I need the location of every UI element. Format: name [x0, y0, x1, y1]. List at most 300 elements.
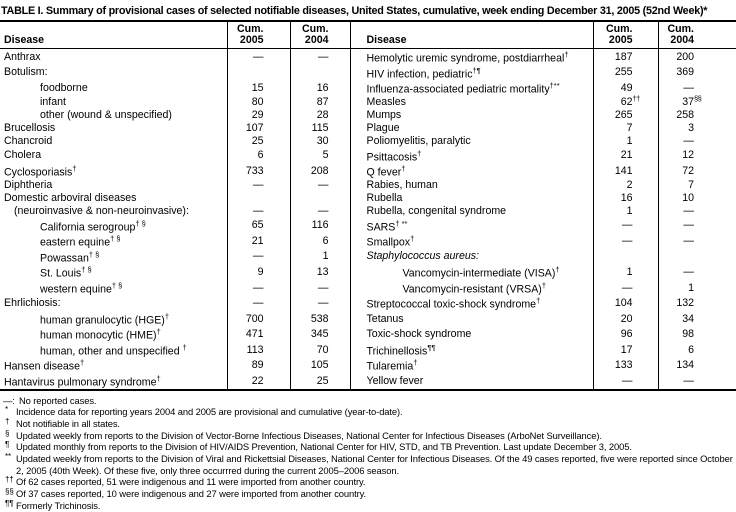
cell-value: 25	[316, 374, 329, 387]
right-cum-2004-cell	[658, 205, 736, 218]
right-cum-2004-cell	[658, 49, 736, 65]
left-cum-2005-cell	[227, 122, 290, 135]
footnote-marker: †	[401, 164, 406, 174]
left-cum-2004-cell	[290, 233, 350, 249]
left-disease-cell: Diphtheria	[4, 179, 53, 192]
left-cum-2004-cell	[290, 148, 350, 164]
right-cum-2004-cell	[658, 249, 736, 265]
footnote-marker: † §	[111, 280, 123, 290]
cell-value: 115	[311, 122, 329, 135]
cell-value: 116	[311, 219, 329, 232]
cell-value: 113	[246, 343, 264, 356]
footnote-marker: † §	[81, 265, 92, 275]
table-row	[0, 342, 736, 358]
cell-value: 133	[614, 359, 633, 372]
footnote: § Updated weekly from reports to the Division of Vector-Borne Infectious Diseases, National Center for Infectious Diseases (ArboNet Surveillance).	[5, 428, 602, 441]
cell-value: 200	[676, 50, 694, 63]
left-cum-2005-cell	[227, 65, 290, 81]
right-cum-2005-cell	[593, 96, 658, 109]
cell-value: 105	[310, 359, 329, 372]
table-row	[0, 148, 736, 164]
cell-value: 1	[688, 281, 694, 294]
cell-value: 1	[626, 135, 633, 148]
right-cum-2004-cell	[658, 163, 736, 179]
left-cum-2004-cell	[290, 311, 350, 327]
right-disease-cell: Plague	[350, 122, 593, 135]
footnote-marker: §§	[694, 94, 702, 104]
cell-value: 5	[322, 149, 329, 162]
cell-value: 29	[251, 109, 264, 122]
footnote-marker: †	[555, 265, 560, 275]
table-row	[0, 311, 736, 327]
cell-value: —	[252, 281, 264, 294]
right-disease-cell: Rubella, congenital syndrome	[350, 205, 593, 218]
cell-value: 15	[251, 81, 264, 94]
cell-value: 6	[688, 343, 694, 356]
right-cum-2005-cell	[593, 163, 658, 179]
right-cum-2004-cell	[658, 264, 736, 280]
right-cum-2005-cell	[593, 373, 658, 390]
cell-value: 141	[614, 164, 633, 177]
right-cum-2005-cell	[593, 80, 658, 96]
cell-value: 30	[316, 135, 329, 148]
footnote-marker: †	[5, 416, 10, 426]
left-disease-cell: human monocytic (HME)†	[40, 327, 161, 342]
cell-value: —	[252, 250, 264, 263]
cell-value: —	[317, 50, 329, 63]
column-header-cum-2005-right	[593, 21, 658, 49]
table-row	[0, 280, 736, 296]
left-cum-2004-cell	[290, 179, 350, 192]
year-label: 2004	[304, 34, 329, 46]
footnote-marker: † §	[110, 234, 121, 244]
left-cum-2005-cell	[227, 205, 290, 218]
table-row	[0, 80, 736, 96]
footnote-marker: §§	[5, 487, 14, 497]
column-header-cum-2004-left	[290, 21, 350, 49]
table-row	[0, 233, 736, 249]
left-cum-2004-cell	[290, 163, 350, 179]
cell-value: 37 §§	[682, 94, 702, 109]
cell-value: 2	[626, 179, 633, 192]
footnote-marker: †	[541, 280, 546, 290]
cell-value: 1	[626, 205, 633, 218]
cell-value: 471	[245, 328, 264, 341]
cell-value: —	[621, 219, 633, 232]
table-row	[0, 65, 736, 81]
cell-value: 87	[316, 96, 329, 109]
cell-value: 208	[310, 164, 329, 177]
right-cum-2005-cell	[593, 249, 658, 265]
right-disease-cell: Yellow fever	[350, 373, 593, 390]
cell-value: 21	[620, 149, 633, 162]
right-cum-2004-cell	[658, 295, 736, 311]
left-cum-2005-cell	[227, 163, 290, 179]
left-disease-cell: eastern equine† §	[40, 234, 121, 249]
cell-value: —	[317, 179, 329, 192]
footnote-marker: †	[156, 327, 161, 337]
footnote: † Not notifiable in all states.	[5, 416, 120, 429]
cell-value: 21	[251, 234, 264, 247]
footnote: †† Of 62 cases reported, 51 were indigenous and 11 were imported from another country.	[5, 475, 366, 488]
right-cum-2004-cell	[658, 311, 736, 327]
left-disease-cell: infant	[40, 96, 66, 109]
footnote-marker: †**	[549, 81, 560, 91]
right-disease-cell: SARS† **	[350, 218, 593, 234]
left-cum-2005-cell	[227, 192, 290, 205]
cell-value: 9	[257, 266, 264, 279]
cell-value: —	[317, 297, 329, 310]
right-disease-cell: Rabies, human	[350, 179, 593, 192]
footnotes	[0, 391, 736, 512]
right-cum-2004-cell	[658, 342, 736, 358]
right-disease-cell: Trichinellosis¶¶	[350, 342, 593, 358]
right-disease-cell: Mumps	[350, 109, 593, 122]
cum-label: Cum.	[302, 23, 329, 35]
footnote-marker: †¶	[472, 65, 481, 75]
table-row	[0, 96, 736, 109]
table-row	[0, 373, 736, 390]
footnote-marker: †	[72, 164, 77, 174]
right-cum-2005-cell	[593, 342, 658, 358]
right-disease-cell: Smallpox†	[350, 233, 593, 249]
header-row	[0, 21, 736, 49]
footnote-marker: †	[413, 358, 418, 368]
left-cum-2004-cell	[290, 373, 350, 390]
left-disease-cell: Ehrlichiosis:	[4, 297, 61, 310]
cell-value: 49	[620, 81, 633, 94]
column-header-cum-2005-left	[227, 21, 290, 49]
table-row	[0, 135, 736, 148]
right-cum-2005-cell	[593, 109, 658, 122]
cell-value: —	[317, 205, 329, 218]
left-cum-2005-cell	[227, 357, 290, 373]
year-label: 2005	[608, 34, 633, 46]
left-cum-2004-cell	[290, 122, 350, 135]
left-disease-cell: Brucellosis	[4, 122, 56, 135]
cell-value: 132	[676, 297, 694, 310]
right-cum-2004-cell	[658, 326, 736, 342]
cell-value: 16	[316, 81, 329, 94]
left-cum-2005-cell	[227, 109, 290, 122]
left-cum-2004-cell	[290, 109, 350, 122]
left-cum-2005-cell	[227, 80, 290, 96]
left-cum-2005-cell	[227, 264, 290, 280]
footnote-marker: ††	[5, 475, 14, 485]
right-disease-cell: Vancomycin-intermediate (VISA)†	[350, 264, 593, 280]
footnote-marker: †	[79, 358, 85, 368]
right-cum-2004-cell	[658, 109, 736, 122]
right-disease-cell: Tetanus	[350, 311, 593, 327]
left-disease-cell: western equine† §	[40, 280, 123, 296]
left-cum-2004-cell	[290, 249, 350, 265]
right-cum-2005-cell	[593, 49, 658, 65]
cell-value: 1	[626, 266, 633, 279]
cell-value: 80	[251, 96, 264, 109]
right-cum-2005-cell	[593, 280, 658, 296]
cell-value: 72	[682, 164, 694, 177]
right-cum-2004-cell	[658, 192, 736, 205]
cell-value: —	[621, 281, 633, 294]
left-disease-cell: human, other and unspecified †	[40, 342, 187, 358]
left-cum-2005-cell	[227, 96, 290, 109]
right-cum-2004-cell	[658, 96, 736, 109]
cell-value: 20	[620, 312, 633, 325]
left-cum-2004-cell	[290, 96, 350, 109]
cum-label: Cum.	[667, 23, 694, 35]
footnote-marker: †	[564, 50, 569, 59]
cell-value: —	[621, 374, 633, 387]
cell-value: 12	[682, 149, 694, 162]
left-cum-2004-cell	[290, 326, 350, 342]
column-header-disease-left: Disease	[0, 21, 227, 49]
cell-value: 255	[614, 66, 633, 79]
cell-value: —	[621, 234, 633, 247]
left-cum-2004-cell	[290, 65, 350, 81]
footnote-marker: † **	[395, 218, 408, 228]
left-cum-2005-cell	[227, 249, 290, 265]
right-cum-2005-cell	[593, 179, 658, 192]
cell-value: —	[683, 81, 694, 94]
cell-value: —	[683, 219, 694, 232]
left-cum-2004-cell	[290, 280, 350, 296]
cell-value: 96	[620, 328, 633, 341]
footnote-marker: † §	[135, 218, 146, 228]
left-disease-cell: Cholera	[4, 149, 42, 162]
cell-value: 70	[316, 343, 329, 356]
right-cum-2004-cell	[658, 148, 736, 164]
left-cum-2004-cell	[290, 342, 350, 358]
right-cum-2005-cell	[593, 205, 658, 218]
notifiable-diseases-table	[0, 20, 736, 391]
cell-value: 104	[614, 297, 633, 310]
right-disease-cell: Measles	[350, 96, 593, 109]
left-disease-cell: Anthrax	[4, 50, 41, 63]
left-cum-2005-cell	[227, 342, 290, 358]
left-cum-2005-cell	[227, 148, 290, 164]
right-cum-2005-cell	[593, 192, 658, 205]
cum-label: Cum.	[237, 23, 264, 35]
table-row	[0, 218, 736, 234]
cell-value: —	[252, 50, 264, 63]
year-label: 2004	[670, 34, 694, 46]
left-disease-cell: Hansen disease†	[4, 358, 85, 373]
table-row	[0, 109, 736, 122]
cell-value: 700	[245, 312, 264, 325]
right-disease-cell: Influenza-associated pediatric mortality†**	[350, 80, 593, 96]
cell-value: 7	[688, 179, 694, 192]
right-cum-2004-cell	[658, 357, 736, 373]
cell-value: 1	[322, 250, 329, 263]
left-disease-cell: human granulocytic (HGE)†	[40, 311, 169, 327]
footnote: ¶ Updated monthly from reports to the Division of HIV/AIDS Prevention, National Center for HIV, STD, and TB Prevention. Last update December 3, 2005.	[5, 440, 632, 453]
right-disease-cell: Rubella	[350, 192, 593, 205]
column-header-disease-right: Disease	[350, 21, 593, 49]
cell-value: 17	[620, 343, 633, 356]
table-row	[0, 264, 736, 280]
footnote: ** Updated weekly from reports to the Division of Viral and Rickettsial Diseases, National Center for Infectious Diseases. Of the 49 cases reported, five were reported since October 2, 2005 (40th Week). Of these five, only three occurrred during the current 2005–2006 season.	[5, 452, 733, 476]
footnote-marker: §	[5, 428, 10, 438]
cell-value: 258	[676, 109, 694, 122]
footnote-marker: †	[156, 373, 161, 383]
footnote-marker: †	[164, 311, 169, 321]
right-disease-cell: Streptococcal toxic-shock syndrome†	[350, 295, 593, 311]
cell-value: 34	[682, 312, 694, 325]
right-cum-2005-cell	[593, 357, 658, 373]
right-cum-2005-cell	[593, 148, 658, 164]
left-cum-2004-cell	[290, 80, 350, 96]
right-disease-cell: HIV infection, pediatric†¶	[350, 65, 593, 81]
cell-value: —	[252, 205, 264, 218]
left-cum-2005-cell	[227, 179, 290, 192]
cell-value: 62 ††	[620, 94, 640, 109]
table-row	[0, 249, 736, 265]
left-disease-cell: Powassan† §	[40, 249, 100, 265]
left-disease-cell: Hantavirus pulmonary syndrome†	[4, 373, 161, 389]
footnote-marker: †	[410, 234, 415, 244]
right-cum-2004-cell	[658, 122, 736, 135]
cell-value: 134	[676, 359, 694, 372]
right-cum-2005-cell	[593, 65, 658, 81]
left-disease-cell: (neuroinvasive & non-neuroinvasive):	[14, 205, 189, 218]
right-cum-2005-cell	[593, 326, 658, 342]
cell-value: —	[683, 135, 694, 148]
cell-value: 25	[251, 135, 264, 148]
footnote-marker: †	[182, 342, 187, 352]
right-cum-2004-cell	[658, 373, 736, 390]
left-cum-2005-cell	[227, 233, 290, 249]
cell-value: 65	[251, 219, 264, 232]
footnote: —: No reported cases.	[3, 394, 97, 406]
right-cum-2005-cell	[593, 135, 658, 148]
right-cum-2005-cell	[593, 311, 658, 327]
cell-value: 345	[310, 328, 329, 341]
table-header	[0, 21, 736, 49]
table-row	[0, 205, 736, 218]
cell-value: 98	[682, 328, 694, 341]
footnote: ¶¶ Formerly Trichinosis.	[5, 498, 101, 511]
left-disease-cell: Domestic arboviral diseases	[4, 192, 137, 205]
left-cum-2004-cell	[290, 49, 350, 65]
right-cum-2004-cell	[658, 65, 736, 81]
footnote-marker: *	[5, 405, 9, 415]
table-row	[0, 357, 736, 373]
left-cum-2004-cell	[290, 295, 350, 311]
left-disease-cell: California serogroup† §	[40, 218, 146, 234]
right-cum-2004-cell	[658, 233, 736, 249]
left-disease-cell: Cyclosporiasis†	[4, 164, 77, 179]
right-disease-cell: Toxic-shock syndrome	[350, 326, 593, 342]
right-disease-cell: Psittacosis†	[350, 148, 593, 164]
footnote-marker: ¶¶	[427, 342, 436, 352]
right-cum-2004-cell	[658, 179, 736, 192]
footnote: §§ Of 37 cases reported, 10 were indigenous and 27 were imported from another country.	[5, 487, 367, 500]
footnote-marker: —:	[3, 394, 15, 406]
right-cum-2005-cell	[593, 218, 658, 234]
right-disease-cell: Vancomycin-resistant (VRSA)†	[350, 280, 593, 296]
left-cum-2004-cell	[290, 192, 350, 205]
cell-value: 187	[614, 50, 633, 63]
left-disease-cell: Botulism:	[4, 66, 48, 79]
footnote-marker: †	[536, 296, 541, 306]
left-cum-2004-cell	[290, 357, 350, 373]
cell-value: —	[317, 281, 329, 294]
right-disease-cell: Q fever†	[350, 163, 593, 179]
right-cum-2005-cell	[593, 122, 658, 135]
cell-value: 369	[676, 66, 694, 79]
left-cum-2004-cell	[290, 205, 350, 218]
left-cum-2004-cell	[290, 264, 350, 280]
cell-value: —	[252, 297, 264, 310]
cell-value: 733	[245, 164, 264, 177]
cell-value: 16	[620, 192, 633, 205]
left-cum-2005-cell	[227, 49, 290, 65]
table-row	[0, 49, 736, 65]
left-cum-2005-cell	[227, 373, 290, 390]
cell-value: 28	[316, 109, 329, 122]
left-disease-cell: Chancroid	[4, 135, 53, 148]
left-disease-cell: foodborne	[40, 81, 88, 94]
cell-value: 89	[251, 359, 264, 372]
table-row	[0, 122, 736, 135]
cell-value: —	[252, 179, 264, 192]
cell-value: 6	[322, 234, 329, 247]
right-cum-2004-cell	[658, 218, 736, 234]
left-cum-2005-cell	[227, 295, 290, 311]
left-cum-2005-cell	[227, 280, 290, 296]
right-cum-2004-cell	[658, 280, 736, 296]
footnote-marker: ††	[632, 94, 640, 104]
cell-value: 6	[257, 149, 264, 162]
right-disease-cell: Hemolytic uremic syndrome, postdiarrheal†	[350, 49, 593, 65]
cell-value: 3	[688, 122, 694, 135]
left-disease-cell: St. Louis† §	[40, 265, 92, 280]
footnote-marker: †	[417, 148, 422, 158]
table-row	[0, 295, 736, 311]
table-body	[0, 49, 736, 390]
cell-value: —	[683, 266, 694, 279]
right-cum-2004-cell	[658, 135, 736, 148]
column-header-cum-2004-right	[658, 21, 736, 49]
right-disease-cell: Poliomyelitis, paralytic	[350, 135, 593, 148]
footnote-marker: ¶	[5, 440, 10, 450]
table-title: TABLE I. Summary of provisional cases of selected notifiable diseases, United States, cumulative, week ending December 31, 2005 (52nd Week)*	[1, 5, 708, 17]
year-label: 2005	[239, 34, 264, 46]
left-cum-2005-cell	[227, 326, 290, 342]
table-row	[0, 326, 736, 342]
cell-value: 10	[682, 192, 694, 205]
cell-value: 265	[614, 109, 633, 122]
right-cum-2005-cell	[593, 295, 658, 311]
cell-value: 107	[245, 122, 264, 135]
footnote-marker: ¶¶	[5, 498, 14, 508]
table-row	[0, 192, 736, 205]
table-row	[0, 163, 736, 179]
cell-value: 13	[316, 266, 329, 279]
left-cum-2005-cell	[227, 311, 290, 327]
cell-value: —	[683, 374, 694, 387]
table-row	[0, 179, 736, 192]
footnote-marker: **	[5, 452, 12, 462]
footnote-marker: † §	[88, 249, 100, 259]
left-cum-2005-cell	[227, 135, 290, 148]
left-cum-2005-cell	[227, 218, 290, 234]
left-disease-cell: other (wound & unspecified)	[40, 109, 172, 122]
footnote: * Incidence data for reporting years 2004 and 2005 are provisional and cumulative (year-to-date).	[5, 405, 403, 418]
right-disease-cell: Tularemia†	[350, 357, 593, 373]
cell-value: —	[683, 234, 694, 247]
right-disease-cell: Staphylococcus aureus:	[350, 249, 593, 265]
